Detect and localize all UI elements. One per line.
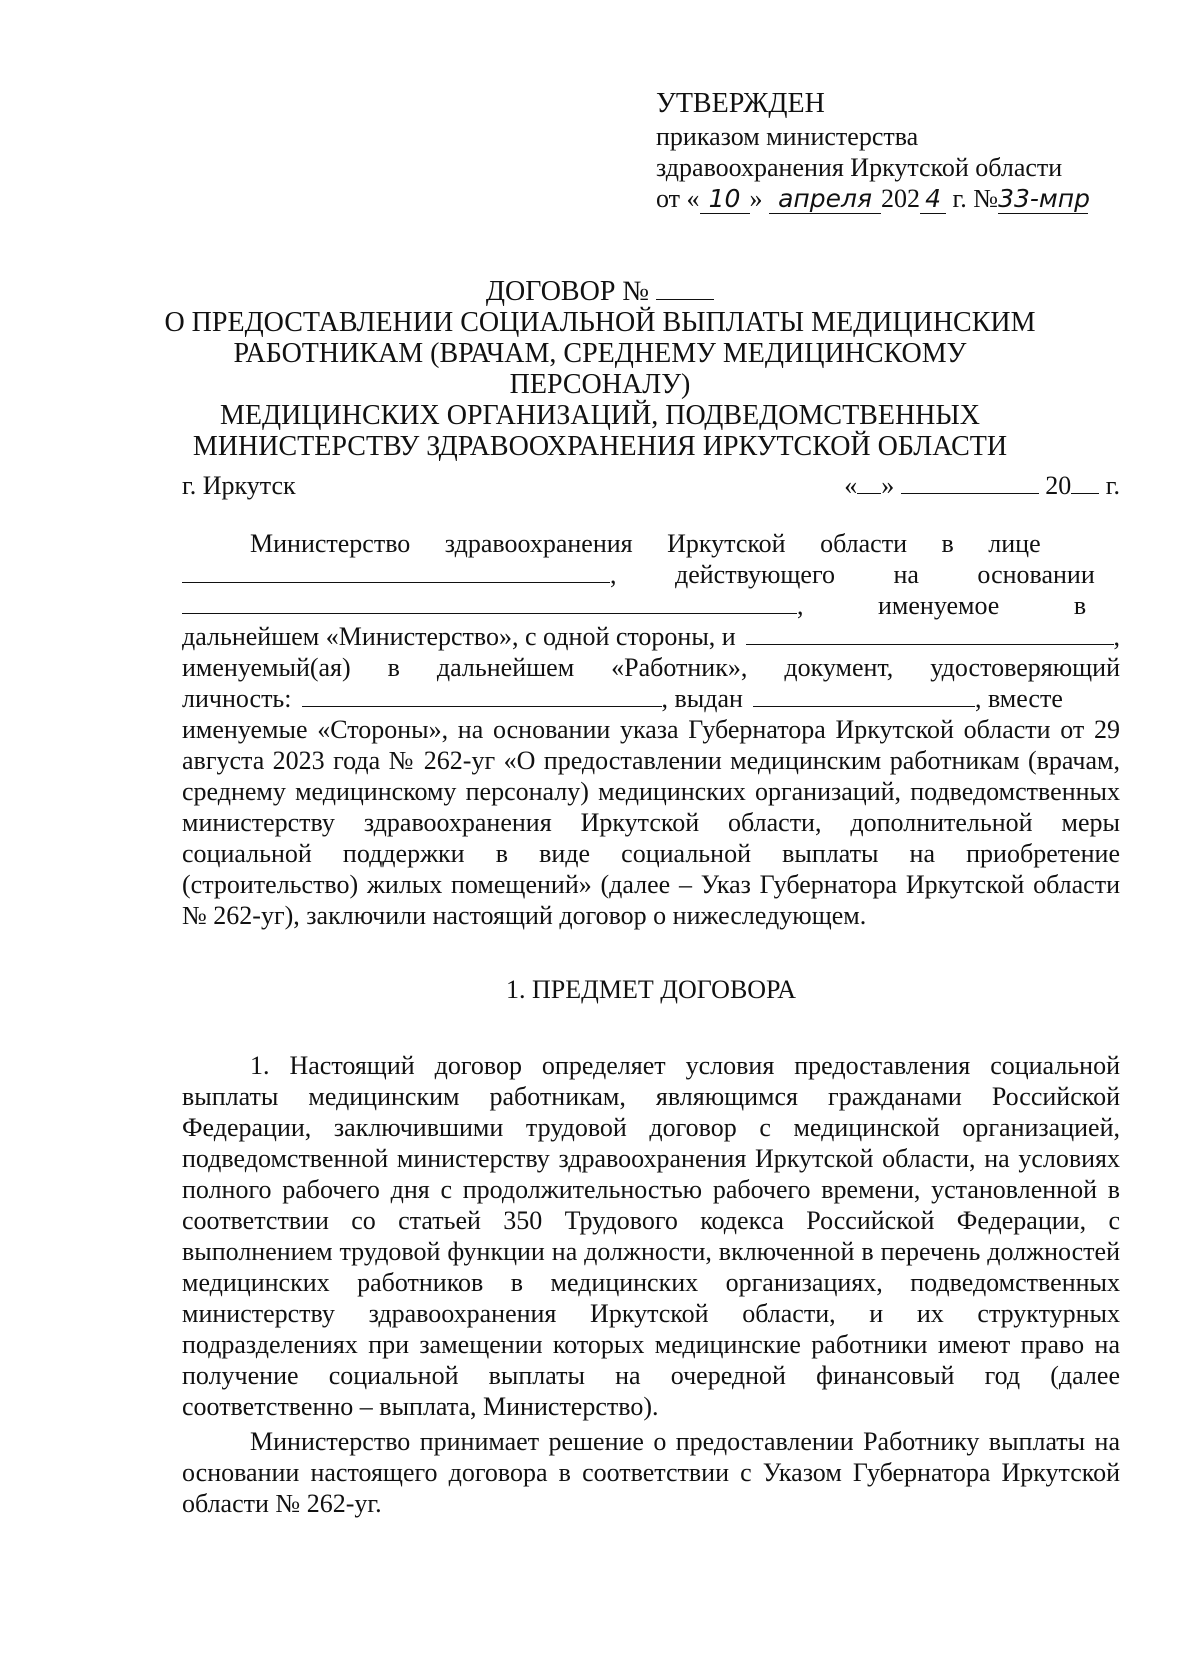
date-blank — [844, 470, 1120, 501]
year-suffix: г. — [1105, 471, 1120, 500]
issued-by: , выдан — [661, 684, 743, 713]
preamble-line-6 — [182, 683, 1120, 714]
section-1-heading: 1. ПРЕДМЕТ ДОГОВОРА — [506, 975, 796, 1004]
handwritten-year-digit: 4 — [920, 185, 946, 214]
comma-1: , — [1113, 622, 1120, 651]
approval-line-1: приказом министерства — [656, 122, 919, 151]
preamble-rest: именуемые «Стороны», на основании указа Губернатора Иркутской области от 29 августа 2023 года № 262-уг «О предоставлении медицинским работникам (врачам, среднему медицинскому персоналу) медицинских организаций, подведомственных министерству здравоохранения Иркутской области, дополнительной меры социальной поддержки в виде социальной выплаты на приобретение (строительство) жилых помещений» (далее – Указ Губернатора Иркутской области № 262-уг), заключили настоящий договор о нижеследующем. — [182, 715, 1120, 930]
document-title — [150, 276, 1050, 462]
approval-block — [656, 88, 1126, 214]
issuer-blank — [753, 684, 975, 707]
preamble-start: Министерство здравоохранения Иркутской области в лице — [250, 529, 1041, 558]
identity-label: личность: — [182, 684, 292, 713]
day-blank — [857, 471, 881, 494]
year-prefix-20: 20 — [1045, 471, 1072, 500]
date-close-quote: » — [881, 471, 895, 500]
year-blank — [1071, 471, 1099, 494]
preamble-line-4 — [182, 621, 1120, 652]
preamble — [182, 528, 1120, 931]
title-line-2: О ПРЕДОСТАВЛЕНИИ СОЦИАЛЬНОЙ ВЫПЛАТЫ МЕДИЦИНСКИМ — [164, 307, 1036, 338]
contract-number-label: ДОГОВОР № — [485, 276, 650, 307]
basis-blank — [182, 591, 797, 614]
preamble-line-5: именуемый(ая) в дальнейшем «Работник», документ, удостоверяющий — [182, 653, 1120, 682]
preamble-line-3 — [182, 590, 1120, 621]
handwritten-day: 10 — [700, 185, 750, 214]
worker-name-blank — [746, 622, 1114, 645]
section-1-paragraph-1: 1. Настоящий договор определяет условия предоставления социальной выплаты медицинским работникам, являющимся гражданами Российской Федерации, заключившими трудовой договор с медицинской организацией, подведомственной министерству здравоохранения Иркутской области, на условиях полного рабочего дня с продолжительностью рабочего времени, установленной в соответствии со статьей 350 Трудового кодекса Российской Федерации, с выполнением трудовой функции на должности, включенной в перечень должностей медицинских работников в медицинских организациях, подведомственных министерству здравоохранения Иркутской области, и их структурных подразделениях при замещении которых медицинские работники имеют право на получение социальной выплаты на очередной финансовый год (далее соответственно – выплата, Министерство). — [182, 1051, 1120, 1421]
approval-line-2: здравоохранения Иркутской области — [656, 153, 1063, 182]
named-as: , именуемое в — [797, 591, 1087, 620]
contract-number-blank — [656, 277, 714, 300]
city: г. Иркутск — [182, 471, 296, 500]
preamble-line-2 — [182, 559, 1120, 590]
number-prefix: г. № — [952, 184, 999, 213]
together: , вместе — [974, 684, 1063, 713]
date-prefix: от « — [656, 184, 700, 213]
approval-heading: УТВЕРЖДЕН — [656, 88, 825, 119]
representative-blank — [182, 560, 610, 583]
identity-document-blank — [302, 684, 662, 707]
approval-date-line — [656, 183, 1126, 214]
title-line-5: МИНИСТЕРСТВУ ЗДРАВООХРАНЕНИЯ ИРКУТСКОЙ ОБЛАСТИ — [192, 431, 1008, 462]
section-1-body — [182, 1050, 1120, 1519]
date-quote-close: » — [749, 184, 763, 213]
year-prefix: 202 — [881, 184, 921, 213]
further-ministry: дальнейшем «Министерство», с одной стороны, и — [182, 622, 736, 651]
handwritten-month: апреля — [769, 185, 881, 214]
place-date-row — [182, 470, 1120, 501]
section-1-paragraph-2: Министерство принимает решение о предоставлении Работнику выплаты на основании настоящего договора в соответствии с Указом Губернатора Иркутской области № 262-уг. — [182, 1427, 1120, 1518]
date-open-quote: « — [844, 471, 858, 500]
title-line-3: РАБОТНИКАМ (ВРАЧАМ, СРЕДНЕМУ МЕДИЦИНСКОМУ ПЕРСОНАЛУ) — [233, 338, 967, 400]
preamble-line-1 — [182, 528, 1120, 559]
month-blank — [901, 471, 1039, 494]
handwritten-order-number: 33-мпр — [998, 184, 1090, 213]
acting-on-basis: , действующего на основании — [610, 560, 1095, 589]
title-line-4: МЕДИЦИНСКИХ ОРГАНИЗАЦИЙ, ПОДВЕДОМСТВЕННЫХ — [219, 400, 981, 431]
title-line-1 — [150, 276, 1050, 307]
